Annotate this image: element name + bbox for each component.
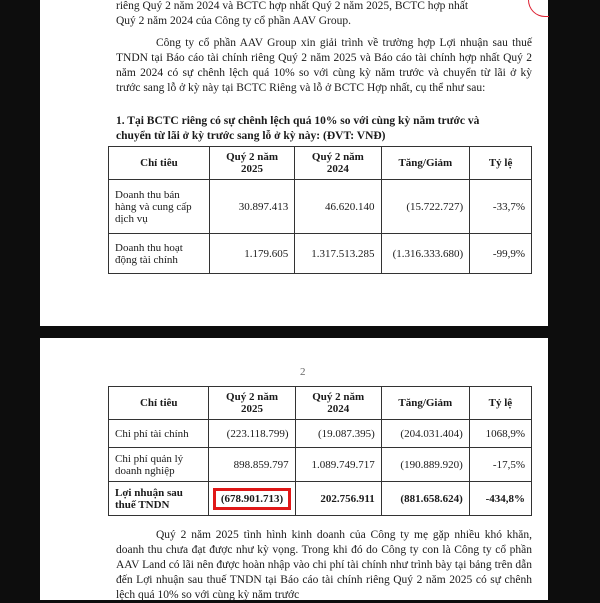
header-q2-2024: Quý 2 năm 2024 [295, 147, 381, 180]
table-row [109, 448, 532, 482]
cell-q2-2025: 898.859.797 [209, 448, 295, 482]
table-row [109, 234, 532, 274]
cell-q2-2024: 1.089.749.717 [295, 448, 381, 482]
explanation-paragraph-2: Quý 2 năm 2025 tình hình kinh doanh của Công ty mẹ gặp nhiều khó khăn, doanh thu chưa đạt được như kỳ vọng. Trong khi đó do Công ty con là Công ty cổ phần AAV Land có lãi nên được hoàn nhập vào chi phí tài chính như trình bày tại bảng trên dẫn đến Lợi nhuận sau thuế TNDN tại Báo cáo tài chính riêng Quý 2 năm 2025 có sự chênh lệch quá 10% so với cùng kỳ năm trước [116, 529, 532, 601]
document-page-1 [40, 0, 548, 326]
cell-change: (15.722.727) [381, 180, 470, 234]
intro-line-2: Quý 2 năm 2024 của Công ty cổ phần AAV Group. [116, 15, 351, 27]
cell-q2-2024: 202.756.911 [295, 482, 381, 516]
cell-ratio: -434,8% [469, 482, 531, 516]
cell-ratio: -33,7% [470, 180, 532, 234]
header-change: Tăng/Giảm [381, 387, 469, 420]
header-q2-2025: Quý 2 năm 2025 [209, 387, 295, 420]
table-header-row [109, 387, 532, 420]
financial-table-separate-continued [108, 386, 532, 516]
document-page-2 [40, 338, 548, 600]
cell-ratio: -17,5% [469, 448, 531, 482]
table-row [109, 482, 532, 516]
cell-q2-2025: (223.118.799) [209, 420, 295, 448]
cell-q2-2024: 46.620.140 [295, 180, 381, 234]
cell-q2-2024: (19.087.395) [295, 420, 381, 448]
header-change: Tăng/Giảm [381, 147, 470, 180]
cell-change: (190.889.920) [381, 448, 469, 482]
row-label: Chi phí tài chính [109, 420, 209, 448]
row-label: Doanh thu hoạt động tài chính [109, 234, 210, 274]
row-label: Lợi nhuận sau thuế TNDN [109, 482, 209, 516]
header-q2-2025: Quý 2 năm 2025 [209, 147, 294, 180]
page-number: 2 [300, 366, 306, 378]
red-highlight-box: (678.901.713) [213, 488, 291, 510]
table-header-row [109, 147, 532, 180]
header-indicator: Chỉ tiêu [109, 147, 210, 180]
cell-q2-2024: 1.317.513.285 [295, 234, 381, 274]
row-label: Doanh thu bán hàng và cung cấp dịch vụ [109, 180, 210, 234]
cell-change: (881.658.624) [381, 482, 469, 516]
cell-ratio: -99,9% [470, 234, 532, 274]
cell-q2-2025-highlighted [209, 482, 295, 516]
explanation-paragraph: Công ty cổ phần AAV Group xin giải trình về trường hợp Lợi nhuận sau thuế TNDN tại Báo cáo tài chính riêng Quý 2 năm 2025 và Báo cáo tài chính hợp nhất Quý 2 năm 2024 có sự chênh lệch quá 10% so với cùng kỳ năm trước và chuyển từ lãi ở kỳ trước sang lỗ ở kỳ này tại BCTC Riêng và lỗ ở BCTC Hợp nhất, cụ thể như sau: [116, 37, 532, 94]
row-label: Chi phí quản lý doanh nghiệp [109, 448, 209, 482]
cell-q2-2025: 30.897.413 [209, 180, 294, 234]
table-row [109, 420, 532, 448]
table-row [109, 180, 532, 234]
financial-table-separate [108, 146, 532, 274]
header-q2-2024: Quý 2 năm 2024 [295, 387, 381, 420]
cell-change: (204.031.404) [381, 420, 469, 448]
section-heading: 1. Tại BCTC riêng có sự chênh lệch quá 10% so với cùng kỳ năm trước và chuyển từ lãi ở kỳ trước sang lỗ ở kỳ này: (ĐVT: VNĐ) [116, 115, 480, 142]
header-ratio: Tỷ lệ [470, 147, 532, 180]
header-ratio: Tỷ lệ [469, 387, 531, 420]
cell-ratio: 1068,9% [469, 420, 531, 448]
cell-change: (1.316.333.680) [381, 234, 470, 274]
header-indicator: Chỉ tiêu [109, 387, 209, 420]
intro-line-1: riêng Quý 2 năm 2024 và BCTC hợp nhất Quý 2 năm 2025, BCTC hợp nhất [116, 0, 469, 12]
cell-q2-2025: 1.179.605 [209, 234, 294, 274]
